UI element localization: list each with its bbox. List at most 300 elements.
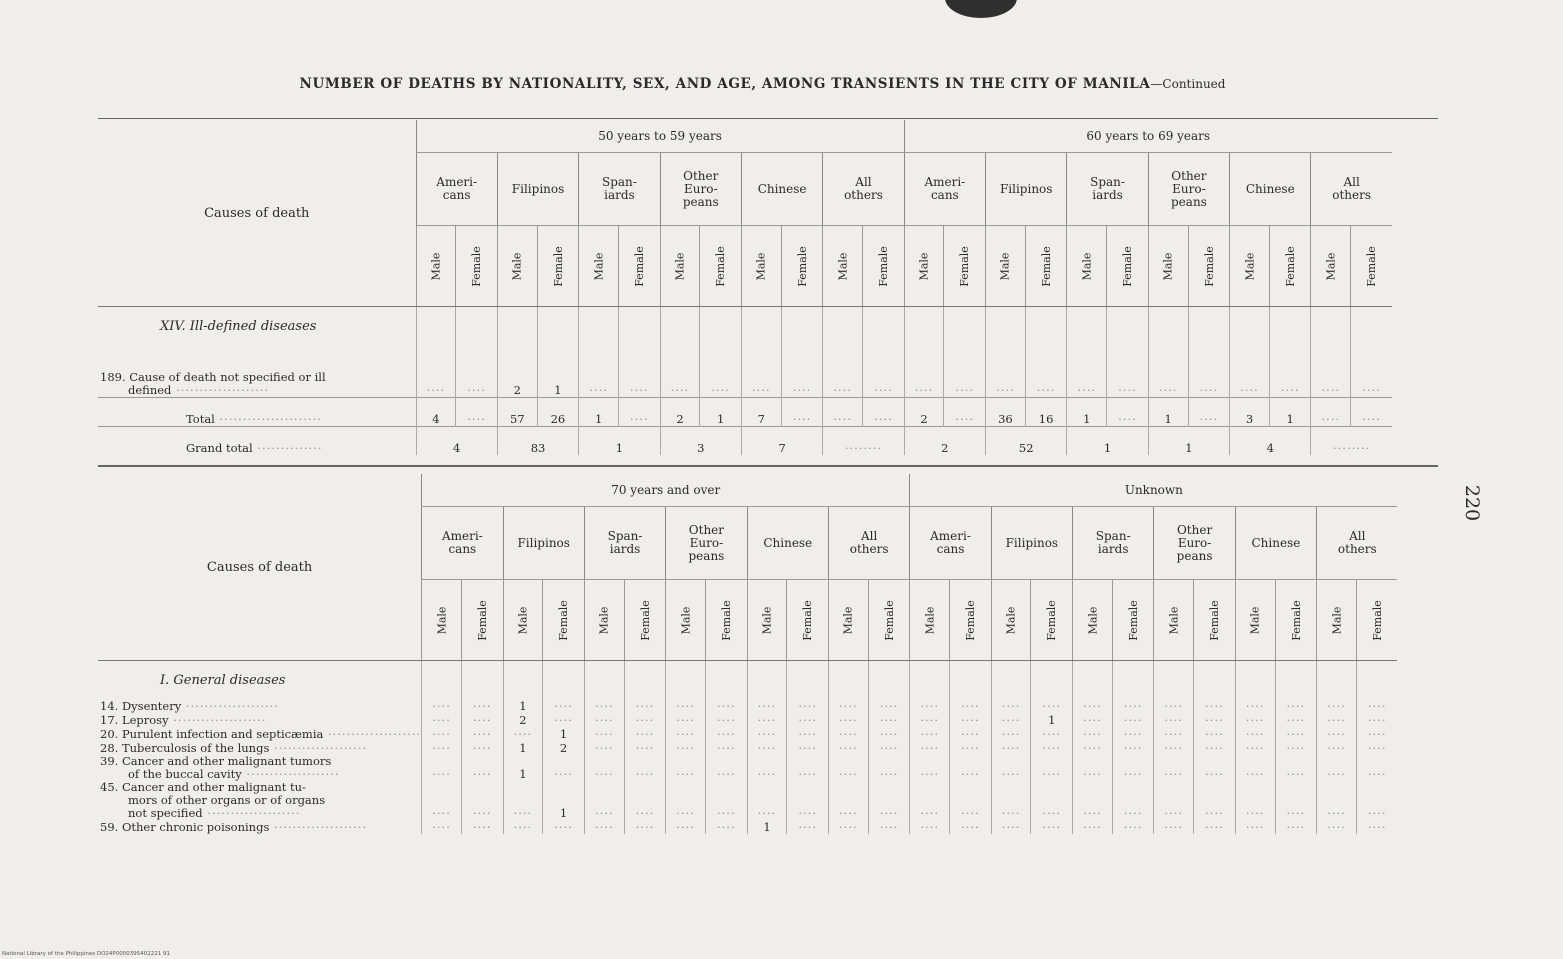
grand-total-value: 7 [741, 427, 822, 456]
sex-header-female: Female [950, 580, 992, 661]
total-value: 36 [986, 398, 1026, 427]
value-cell: ···· [706, 781, 748, 820]
sex-header-male: Male [1317, 580, 1357, 661]
grand-total-value: ········ [1311, 427, 1392, 456]
sex-header-male: Male [910, 580, 950, 661]
value-cell: ···· [828, 713, 868, 727]
value-cell: ···· [1269, 345, 1311, 398]
value-cell: ···· [584, 699, 624, 713]
value-cell: ···· [747, 713, 787, 727]
value-cell: ···· [1230, 345, 1270, 398]
sex-header-male: Male [416, 226, 456, 307]
sex-header-female: Female [863, 226, 905, 307]
total-value: ···· [823, 398, 863, 427]
sex-header-male: Male [1235, 580, 1275, 661]
grand-total-value: 3 [660, 427, 741, 456]
value-cell: ···· [1112, 699, 1154, 713]
sex-header-male: Male [904, 226, 944, 307]
value-cell: ···· [1112, 781, 1154, 820]
nationality-header-americans: Ameri- cans [422, 507, 503, 580]
value-cell: ···· [1317, 699, 1357, 713]
cause-label: 20. Purulent infection and septicæmia ···················· [100, 727, 422, 741]
nationality-header-chinese: Chinese [747, 507, 828, 580]
value-cell: ···· [543, 713, 585, 727]
value-cell: 1 [543, 781, 585, 820]
nationality-header-filipinos: Filipinos [497, 153, 578, 226]
value-cell: ···· [1073, 755, 1113, 781]
total-value: 1 [700, 398, 742, 427]
value-cell: ···· [950, 755, 992, 781]
value-cell: ···· [584, 741, 624, 755]
value-cell: ···· [666, 820, 706, 834]
value-cell: 1 [543, 727, 585, 741]
sex-header-female: Female [706, 580, 748, 661]
total-value: 1 [579, 398, 619, 427]
value-cell: ···· [666, 727, 706, 741]
value-cell: ···· [1031, 755, 1073, 781]
value-cell: ···· [828, 699, 868, 713]
table-row [98, 741, 1397, 755]
value-cell: 1 [537, 345, 579, 398]
value-cell: ···· [624, 755, 666, 781]
value-cell: ···· [706, 713, 748, 727]
value-cell: ···· [579, 345, 619, 398]
sex-header-male: Male [497, 226, 537, 307]
value-cell: ···· [706, 699, 748, 713]
total-value: 1 [1148, 398, 1188, 427]
sex-header-female: Female [1031, 580, 1073, 661]
value-cell: ···· [868, 781, 910, 820]
value-cell: ···· [1154, 820, 1194, 834]
nationality-header-filipinos: Filipinos [503, 507, 584, 580]
value-cell: ···· [543, 699, 585, 713]
nationality-header-americans: Ameri- cans [416, 153, 497, 226]
value-cell: ···· [1112, 741, 1154, 755]
sex-header-male: Male [741, 226, 781, 307]
value-cell: ···· [910, 741, 950, 755]
value-cell: ···· [823, 345, 863, 398]
grand-total-value: 1 [579, 427, 660, 456]
value-cell: ···· [1275, 741, 1317, 755]
value-cell: ···· [422, 781, 462, 820]
total-value: 1 [1269, 398, 1311, 427]
sex-header-female: Female [1356, 580, 1397, 661]
value-cell: ···· [747, 781, 787, 820]
value-cell: ···· [787, 727, 829, 741]
value-cell: ···· [1194, 741, 1236, 755]
value-cell: ···· [461, 781, 503, 820]
value-cell: ···· [503, 781, 543, 820]
page-title: NUMBER OF DEATHS BY NATIONALITY, SEX, AND AGE, AMONG TRANSIENTS IN THE CITY OF MANILA—Continued [299, 76, 1226, 92]
sex-header-female: Female [868, 580, 910, 661]
sex-header-male: Male [1148, 226, 1188, 307]
value-cell: ···· [747, 699, 787, 713]
total-value: ···· [863, 398, 905, 427]
value-cell: ···· [828, 781, 868, 820]
sex-header-female: Female [700, 226, 742, 307]
value-cell: ···· [1148, 345, 1188, 398]
grand-total-value: 52 [986, 427, 1067, 456]
total-value: ···· [781, 398, 823, 427]
sex-header-female: Female [944, 226, 986, 307]
top-deaths-table [98, 120, 1392, 455]
sex-header-male: Male [1073, 580, 1113, 661]
sex-header-male: Male [828, 580, 868, 661]
section-heading: XIV. Ill-defined diseases [160, 318, 317, 334]
value-cell: ···· [1073, 741, 1113, 755]
value-cell: ···· [991, 727, 1031, 741]
sex-header-male: Male [422, 580, 462, 661]
total-value: 1 [1067, 398, 1107, 427]
value-cell: ···· [1275, 755, 1317, 781]
title-continued: —Continued [1150, 77, 1226, 91]
total-row [98, 398, 1392, 427]
value-cell: ···· [1154, 727, 1194, 741]
grand-total-value: 4 [416, 427, 497, 456]
sex-header-female: Female [1194, 580, 1236, 661]
sex-header-female: Female [624, 580, 666, 661]
sex-header-female: Female [537, 226, 579, 307]
value-cell: 1 [503, 699, 543, 713]
value-cell: ···· [1031, 741, 1073, 755]
value-cell: ···· [1235, 741, 1275, 755]
value-cell: ···· [991, 820, 1031, 834]
value-cell: ···· [706, 727, 748, 741]
table-row [98, 345, 1392, 398]
age-group-header: Unknown [910, 474, 1398, 507]
value-cell: ···· [1112, 820, 1154, 834]
value-cell: ···· [624, 741, 666, 755]
value-cell: ···· [1112, 727, 1154, 741]
value-cell: ···· [868, 699, 910, 713]
table-row [98, 713, 1397, 727]
value-cell: 2 [497, 345, 537, 398]
value-cell: ···· [910, 727, 950, 741]
value-cell: ···· [1356, 755, 1397, 781]
value-cell: ···· [422, 741, 462, 755]
value-cell: ···· [624, 781, 666, 820]
value-cell: ···· [422, 699, 462, 713]
value-cell: ···· [950, 741, 992, 755]
value-cell: ···· [1031, 781, 1073, 820]
nationality-header-other-europeans: Other Euro- peans [1154, 507, 1235, 580]
value-cell: ···· [624, 713, 666, 727]
value-cell: ···· [584, 713, 624, 727]
value-cell: 2 [543, 741, 585, 755]
table-row [98, 820, 1397, 834]
causes-of-death-header: Causes of death [98, 120, 416, 307]
value-cell: ···· [584, 781, 624, 820]
value-cell: ···· [1356, 713, 1397, 727]
library-footer: National Library of the Philippines DO24P0000395402221 91 [2, 951, 170, 957]
value-cell: ···· [584, 727, 624, 741]
nationality-header-americans: Ameri- cans [904, 153, 985, 226]
sex-header-female: Female [619, 226, 661, 307]
sex-header-male: Male [579, 226, 619, 307]
value-cell: ···· [1275, 699, 1317, 713]
value-cell: ···· [741, 345, 781, 398]
value-cell: ···· [944, 345, 986, 398]
sex-header-male: Male [1230, 226, 1270, 307]
bottom-deaths-table [98, 474, 1397, 834]
total-value: 7 [741, 398, 781, 427]
grand-total-value: 83 [497, 427, 578, 456]
value-cell: 1 [503, 755, 543, 781]
value-cell: ···· [1154, 713, 1194, 727]
nationality-header-spaniards: Span- iards [1073, 507, 1154, 580]
value-cell: ···· [910, 781, 950, 820]
age-group-header: 50 years to 59 years [416, 120, 904, 153]
value-cell: ···· [1107, 345, 1149, 398]
sex-header-female: Female [1275, 580, 1317, 661]
sex-header-male: Male [666, 580, 706, 661]
value-cell: ···· [1356, 727, 1397, 741]
cause-label: 14. Dysentery ···················· [100, 699, 279, 713]
value-cell: ···· [991, 713, 1031, 727]
value-cell: ···· [422, 820, 462, 834]
grand-total-label: Grand total ·············· [98, 427, 416, 456]
total-value: 16 [1025, 398, 1067, 427]
nationality-header-spaniards: Span- iards [1067, 153, 1148, 226]
value-cell: ···· [416, 345, 456, 398]
value-cell: ···· [1067, 345, 1107, 398]
value-cell: ···· [781, 345, 823, 398]
value-cell: ···· [1275, 820, 1317, 834]
sex-header-male: Male [584, 580, 624, 661]
sex-header-female: Female [1351, 226, 1392, 307]
value-cell: 2 [503, 713, 543, 727]
value-cell: ···· [1317, 820, 1357, 834]
value-cell: ···· [828, 820, 868, 834]
value-cell: ···· [747, 741, 787, 755]
value-cell: ···· [1235, 820, 1275, 834]
value-cell: ···· [624, 820, 666, 834]
value-cell: ···· [503, 727, 543, 741]
value-cell: ···· [1356, 781, 1397, 820]
value-cell: ···· [1235, 713, 1275, 727]
total-value: ···· [456, 398, 498, 427]
value-cell: ···· [787, 699, 829, 713]
sex-header-male: Male [503, 580, 543, 661]
value-cell: ···· [1194, 755, 1236, 781]
value-cell: ···· [1154, 741, 1194, 755]
value-cell: ···· [1025, 345, 1067, 398]
sex-header-male: Male [823, 226, 863, 307]
value-cell: ···· [422, 727, 462, 741]
nationality-header-filipinos: Filipinos [991, 507, 1072, 580]
value-cell: ···· [991, 741, 1031, 755]
value-cell: ···· [910, 699, 950, 713]
value-cell: ···· [706, 820, 748, 834]
value-cell: ···· [868, 741, 910, 755]
value-cell: ···· [1317, 727, 1357, 741]
value-cell: ···· [950, 820, 992, 834]
value-cell: ···· [1188, 345, 1230, 398]
causes-of-death-header: Causes of death [98, 474, 422, 661]
table-row [98, 781, 1397, 820]
value-cell: ···· [1317, 755, 1357, 781]
value-cell: ···· [461, 713, 503, 727]
value-cell: ···· [787, 781, 829, 820]
value-cell: ···· [1194, 713, 1236, 727]
cause-label: 189. Cause of death not specified or ill defined ···················· [100, 370, 326, 397]
value-cell: ···· [868, 727, 910, 741]
total-value: ···· [1311, 398, 1351, 427]
value-cell: ···· [706, 755, 748, 781]
value-cell: ···· [747, 755, 787, 781]
sex-header-male: Male [1311, 226, 1351, 307]
cause-label: 59. Other chronic poisonings ···················· [100, 820, 368, 834]
value-cell: ···· [1031, 699, 1073, 713]
sex-header-female: Female [1269, 226, 1311, 307]
total-value: ···· [944, 398, 986, 427]
sex-header-female: Female [1025, 226, 1067, 307]
value-cell: ···· [1235, 781, 1275, 820]
value-cell: ···· [1317, 741, 1357, 755]
value-cell: 1 [503, 741, 543, 755]
value-cell: ···· [1154, 781, 1194, 820]
nationality-header-spaniards: Span- iards [579, 153, 660, 226]
value-cell: ···· [706, 741, 748, 755]
value-cell: ···· [584, 755, 624, 781]
value-cell: ···· [828, 727, 868, 741]
value-cell: ···· [1154, 699, 1194, 713]
grand-total-value: 2 [904, 427, 985, 456]
total-value: ···· [619, 398, 661, 427]
age-group-header: 60 years to 69 years [904, 120, 1392, 153]
value-cell: 1 [747, 820, 787, 834]
value-cell: ···· [868, 713, 910, 727]
value-cell: ···· [666, 781, 706, 820]
value-cell: ···· [910, 713, 950, 727]
value-cell: ···· [1073, 699, 1113, 713]
value-cell: ···· [787, 713, 829, 727]
value-cell: ···· [787, 820, 829, 834]
value-cell: ···· [1194, 727, 1236, 741]
value-cell: ···· [950, 699, 992, 713]
value-cell: ···· [904, 345, 944, 398]
age-group-header: 70 years and over [422, 474, 910, 507]
nationality-header-all-others: All others [1311, 153, 1392, 226]
sex-header-female: Female [1188, 226, 1230, 307]
total-value: ···· [1188, 398, 1230, 427]
total-value: 2 [660, 398, 700, 427]
value-cell: ···· [1356, 699, 1397, 713]
value-cell: ···· [1235, 727, 1275, 741]
value-cell: ···· [828, 741, 868, 755]
value-cell: ···· [1073, 713, 1113, 727]
sex-header-female: Female [781, 226, 823, 307]
value-cell: ···· [1275, 727, 1317, 741]
value-cell: ···· [1112, 713, 1154, 727]
value-cell: ···· [1275, 781, 1317, 820]
total-value: 3 [1230, 398, 1270, 427]
sex-header-male: Male [1154, 580, 1194, 661]
sex-header-male: Male [1067, 226, 1107, 307]
cause-label: 39. Cancer and other malignant tumors of the buccal cavity ···················· [100, 755, 340, 781]
nationality-header-other-europeans: Other Euro- peans [666, 507, 747, 580]
value-cell: ···· [910, 755, 950, 781]
value-cell: ···· [868, 820, 910, 834]
value-cell: ···· [543, 755, 585, 781]
grand-total-value: 1 [1148, 427, 1229, 456]
page-number: 220 [1460, 484, 1483, 522]
top-rule [98, 118, 1438, 119]
table-row [98, 699, 1397, 713]
nationality-header-all-others: All others [823, 153, 904, 226]
sex-header-male: Male [747, 580, 787, 661]
total-value: 4 [416, 398, 456, 427]
value-cell: ···· [991, 755, 1031, 781]
value-cell: ···· [1031, 727, 1073, 741]
sex-header-female: Female [543, 580, 585, 661]
value-cell: ···· [624, 699, 666, 713]
grand-total-row [98, 427, 1392, 456]
value-cell: ···· [950, 727, 992, 741]
total-value: 57 [497, 398, 537, 427]
value-cell: ···· [1194, 820, 1236, 834]
sex-header-female: Female [1112, 580, 1154, 661]
value-cell: ···· [828, 755, 868, 781]
nationality-header-americans: Ameri- cans [910, 507, 991, 580]
value-cell: ···· [422, 755, 462, 781]
value-cell: ···· [1073, 781, 1113, 820]
value-cell: ···· [950, 781, 992, 820]
value-cell: ···· [543, 820, 585, 834]
sex-header-female: Female [461, 580, 503, 661]
value-cell: ···· [461, 755, 503, 781]
value-cell: 1 [1031, 713, 1073, 727]
value-cell: ···· [1351, 345, 1392, 398]
total-value: 26 [537, 398, 579, 427]
value-cell: ···· [619, 345, 661, 398]
section-divider-rule [98, 465, 1438, 467]
cause-label: 45. Cancer and other malignant tu- mors of other organs or of organs not specified ···················· [100, 781, 326, 820]
value-cell: ···· [1356, 741, 1397, 755]
value-cell: ···· [461, 741, 503, 755]
grand-total-value: ········ [823, 427, 904, 456]
value-cell: ···· [747, 727, 787, 741]
value-cell: ···· [584, 820, 624, 834]
total-label: Total ······················ [98, 398, 416, 427]
value-cell: ···· [863, 345, 905, 398]
value-cell: ···· [1194, 699, 1236, 713]
value-cell: ···· [624, 727, 666, 741]
value-cell: ···· [1073, 820, 1113, 834]
cause-label: 17. Leprosy ···················· [100, 713, 267, 727]
value-cell: ···· [666, 741, 706, 755]
cause-label: 28. Tuberculosis of the lungs ···················· [100, 741, 368, 755]
value-cell: ···· [1275, 713, 1317, 727]
value-cell: ···· [1311, 345, 1351, 398]
value-cell: ···· [1317, 781, 1357, 820]
table-row [98, 755, 1397, 781]
nationality-header-other-europeans: Other Euro- peans [660, 153, 741, 226]
value-cell: ···· [1154, 755, 1194, 781]
value-cell: ···· [1073, 727, 1113, 741]
nationality-header-chinese: Chinese [1235, 507, 1316, 580]
value-cell: ···· [666, 713, 706, 727]
value-cell: ···· [787, 741, 829, 755]
value-cell: ···· [666, 755, 706, 781]
sex-header-male: Male [986, 226, 1026, 307]
nationality-header-filipinos: Filipinos [986, 153, 1067, 226]
value-cell: ···· [950, 713, 992, 727]
value-cell: ···· [1031, 820, 1073, 834]
value-cell: ···· [1356, 820, 1397, 834]
grand-total-value: 1 [1067, 427, 1148, 456]
value-cell: ···· [422, 713, 462, 727]
